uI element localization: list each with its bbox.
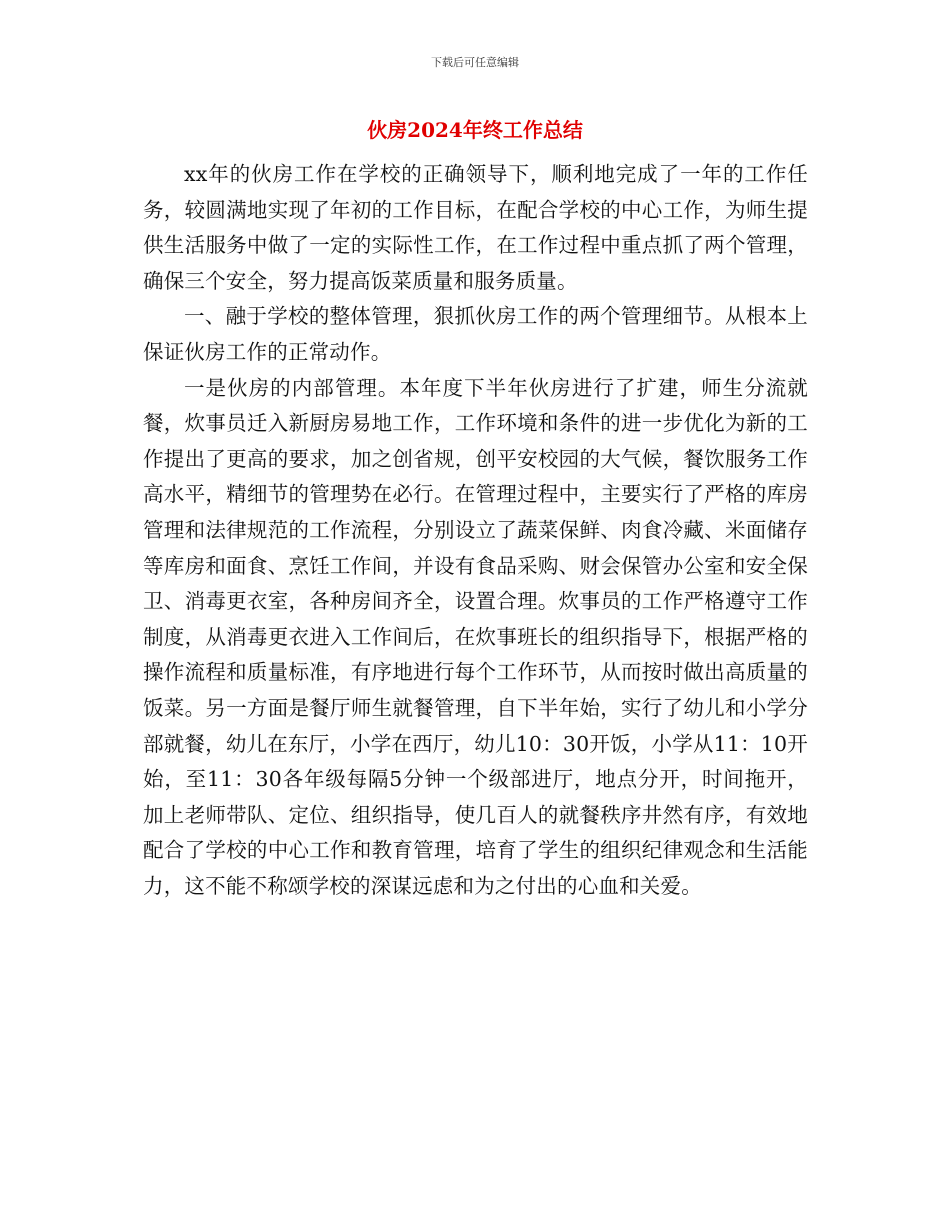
document-body xyxy=(143,157,808,904)
paragraph-intro: xx年的伙房工作在学校的正确领导下，顺利地完成了一年的工作任务，较圆满地实现了年初的工作目标，在配合学校的中心工作，为师生提供生活服务中做了一定的实际性工作，在工作过程中重点抓了两个管理，确保三个安全，努力提高饭菜质量和服务质量。 xyxy=(143,162,808,293)
paragraph-internal-management: 一是伙房的内部管理。本年度下半年伙房进行了扩建，师生分流就餐，炊事员迁入新厨房易地工作，工作环境和条件的进一步优化为新的工作提出了更高的要求，加之创省规，创平安校园的大气候，餐饮服务工作高水平，精细节的管理势在必行。在管理过程中，主要实行了严格的库房管理和法律规范的工作流程，分别设立了蔬菜保鲜、肉食冷藏、米面储存等库房和面食、烹饪工作间，并设有食品采购、财会保管办公室和安全保卫、消毒更衣室，各种房间齐全，设置合理。炊事员的工作严格遵守工作制度，从消毒更衣进入工作间后，在炊事班长的组织指导下，根据严格的操作流程和质量标准，有序地进行每个工作环节，从而按时做出高质量的饭菜。另一方面是餐厅师生就餐管理，自下半年始，实行了幼儿和小学分部就餐，幼儿在东厅，小学在西厅，幼儿10：30开饭，小学从11：10开始，至11：30各年级每隔5分钟一个级部进厅，地点分开，时间拖开，加上老师带队、定位、组织指导，使几百人的就餐秩序井然有序，有效地配合了学校的中心工作和教育管理，培育了学生的组织纪律观念和生活能力，这不能不称颂学校的深谋远虑和为之付出的心血和关爱。 xyxy=(143,375,808,898)
header-note: 下载后可任意编辑 xyxy=(431,56,519,69)
document-title: 伙房2024年终工作总结 xyxy=(367,118,583,142)
paragraph-section-one-heading: 一、融于学校的整体管理，狠抓伙房工作的两个管理细节。从根本上保证伙房工作的正常动作。 xyxy=(143,304,808,364)
